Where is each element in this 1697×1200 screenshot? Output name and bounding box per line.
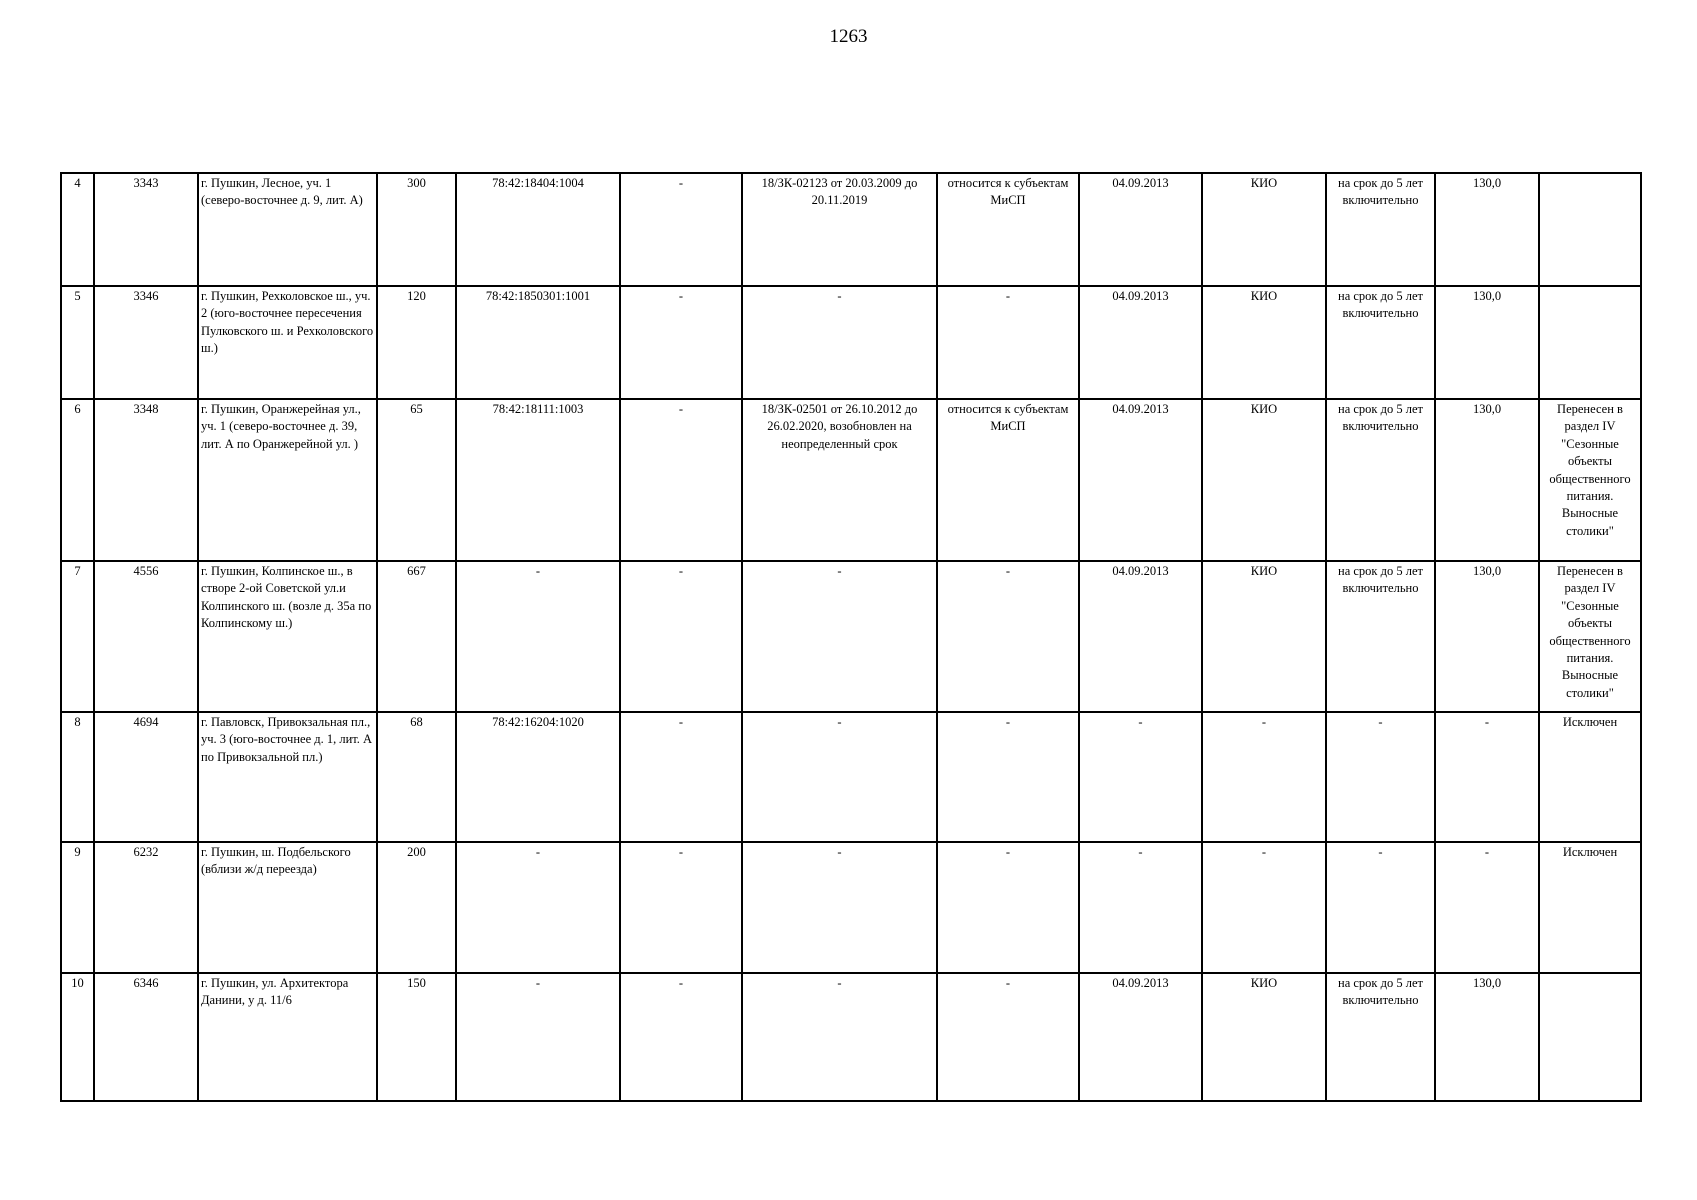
cell-area: 150 (377, 973, 456, 1101)
cell-term: на срок до 5 лет включительно (1326, 561, 1435, 712)
cell-value: 130,0 (1435, 561, 1539, 712)
cell-term: на срок до 5 лет включительно (1326, 173, 1435, 286)
cell-category: относится к субъектам МиСП (937, 173, 1079, 286)
cell-col6: - (620, 173, 742, 286)
cell-address: г. Пушкин, Лесное, уч. 1 (северо-восточнее д. 9, лит. А) (198, 173, 377, 286)
cell-area: 200 (377, 842, 456, 973)
cell-note (1539, 973, 1641, 1101)
cell-date: - (1079, 842, 1202, 973)
cell-number: 8 (61, 712, 94, 842)
cell-contract: 18/ЗК-02123 от 20.03.2009 до 20.11.2019 (742, 173, 937, 286)
cell-cadastral: 78:42:18111:1003 (456, 399, 620, 561)
registry-table (60, 172, 1642, 1102)
cell-date: 04.09.2013 (1079, 973, 1202, 1101)
cell-org: КИО (1202, 286, 1326, 399)
cell-area: 65 (377, 399, 456, 561)
table-row (61, 173, 1641, 286)
cell-org: - (1202, 712, 1326, 842)
cell-category: - (937, 712, 1079, 842)
cell-area: 667 (377, 561, 456, 712)
cell-id: 3343 (94, 173, 198, 286)
cell-date: 04.09.2013 (1079, 561, 1202, 712)
cell-note: Исключен (1539, 712, 1641, 842)
cell-date: 04.09.2013 (1079, 286, 1202, 399)
cell-contract: - (742, 842, 937, 973)
cell-org: КИО (1202, 399, 1326, 561)
cell-id: 3348 (94, 399, 198, 561)
cell-contract: - (742, 712, 937, 842)
cell-address: г. Пушкин, Рехколовское ш., уч. 2 (юго-восточнее пересечения Пулковского ш. и Рехколовского ш.) (198, 286, 377, 399)
cell-area: 68 (377, 712, 456, 842)
cell-col6: - (620, 973, 742, 1101)
cell-category: - (937, 561, 1079, 712)
cell-value: - (1435, 712, 1539, 842)
cell-category: - (937, 973, 1079, 1101)
cell-col6: - (620, 842, 742, 973)
cell-cadastral: - (456, 561, 620, 712)
cell-term: на срок до 5 лет включительно (1326, 286, 1435, 399)
cell-org: - (1202, 842, 1326, 973)
table-row (61, 286, 1641, 399)
cell-value: 130,0 (1435, 973, 1539, 1101)
cell-org: КИО (1202, 173, 1326, 286)
cell-id: 6346 (94, 973, 198, 1101)
table-row (61, 842, 1641, 973)
page-number: 1263 (829, 26, 868, 47)
cell-col6: - (620, 712, 742, 842)
cell-note: Перенесен в раздел IV "Сезонные объекты общественного питания. Выносные столики" (1539, 561, 1641, 712)
cell-note (1539, 286, 1641, 399)
cell-cadastral: - (456, 973, 620, 1101)
cell-value: 130,0 (1435, 286, 1539, 399)
cell-number: 9 (61, 842, 94, 973)
cell-contract: - (742, 973, 937, 1101)
cell-address: г. Пушкин, Оранжерейная ул., уч. 1 (северо-восточнее д. 39, лит. А по Оранжерейной ул. ) (198, 399, 377, 561)
cell-contract: - (742, 561, 937, 712)
cell-term: на срок до 5 лет включительно (1326, 399, 1435, 561)
cell-area: 300 (377, 173, 456, 286)
table-row (61, 399, 1641, 561)
cell-category: - (937, 842, 1079, 973)
cell-contract: 18/ЗК-02501 от 26.10.2012 до 26.02.2020, возобновлен на неопределенный срок (742, 399, 937, 561)
cell-org: КИО (1202, 561, 1326, 712)
cell-number: 10 (61, 973, 94, 1101)
cell-note: Исключен (1539, 842, 1641, 973)
cell-id: 4694 (94, 712, 198, 842)
table-row (61, 973, 1641, 1101)
cell-cadastral: 78:42:18404:1004 (456, 173, 620, 286)
cell-term: - (1326, 712, 1435, 842)
cell-address: г. Пушкин, ш. Подбельского (вблизи ж/д переезда) (198, 842, 377, 973)
cell-contract: - (742, 286, 937, 399)
cell-category: относится к субъектам МиСП (937, 399, 1079, 561)
cell-col6: - (620, 286, 742, 399)
cell-date: - (1079, 712, 1202, 842)
cell-note (1539, 173, 1641, 286)
cell-col6: - (620, 561, 742, 712)
cell-term: - (1326, 842, 1435, 973)
cell-cadastral: 78:42:16204:1020 (456, 712, 620, 842)
cell-cadastral: - (456, 842, 620, 973)
cell-note: Перенесен в раздел IV "Сезонные объекты общественного питания. Выносные столики" (1539, 399, 1641, 561)
cell-col6: - (620, 399, 742, 561)
cell-address: г. Павловск, Привокзальная пл., уч. 3 (юго-восточнее д. 1, лит. А по Привокзальной пл.) (198, 712, 377, 842)
cell-value: - (1435, 842, 1539, 973)
cell-date: 04.09.2013 (1079, 173, 1202, 286)
cell-id: 6232 (94, 842, 198, 973)
cell-number: 5 (61, 286, 94, 399)
cell-value: 130,0 (1435, 399, 1539, 561)
cell-value: 130,0 (1435, 173, 1539, 286)
cell-id: 4556 (94, 561, 198, 712)
cell-date: 04.09.2013 (1079, 399, 1202, 561)
cell-id: 3346 (94, 286, 198, 399)
cell-area: 120 (377, 286, 456, 399)
cell-term: на срок до 5 лет включительно (1326, 973, 1435, 1101)
cell-number: 6 (61, 399, 94, 561)
table-row (61, 712, 1641, 842)
cell-address: г. Пушкин, ул. Архитектора Данини, у д. 11/6 (198, 973, 377, 1101)
cell-number: 7 (61, 561, 94, 712)
cell-cadastral: 78:42:1850301:1001 (456, 286, 620, 399)
cell-address: г. Пушкин, Колпинское ш., в створе 2-ой Советской ул.и Колпинского ш. (возле д. 35а по Колпинскому ш.) (198, 561, 377, 712)
cell-org: КИО (1202, 973, 1326, 1101)
cell-category: - (937, 286, 1079, 399)
cell-number: 4 (61, 173, 94, 286)
table-row (61, 561, 1641, 712)
